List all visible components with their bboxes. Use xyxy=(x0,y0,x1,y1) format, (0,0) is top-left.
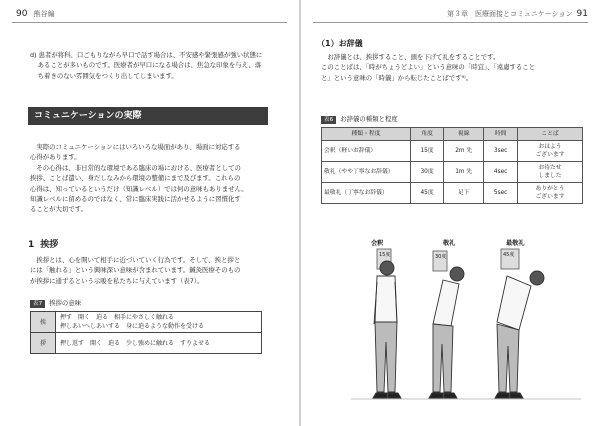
table-cell: 2m 先 xyxy=(444,141,484,162)
heading-text: 挨拶 xyxy=(40,240,59,250)
text-line: と」という意味の「時儀」から転じたことばです⁹⁾。 xyxy=(321,73,473,82)
table-cell xyxy=(518,183,583,204)
text-line: ち着きのない雰囲気をつくり出してしまいます。 xyxy=(37,71,178,80)
cell-line: 押す 開く 迫る 相手にやさしく触れる xyxy=(60,314,175,321)
table-tag: 表6 xyxy=(321,116,336,124)
left-folio xyxy=(12,9,55,19)
degree-label-45: 45度 xyxy=(503,252,515,258)
text-line: 実際のコミュニケーションにはいろいろな場面があり、場面に対応する xyxy=(36,143,241,151)
table-cell: 4sec xyxy=(484,162,518,183)
table7-caption xyxy=(30,298,81,308)
ojigi-body xyxy=(321,52,583,83)
bowing-figure-45 xyxy=(495,249,544,398)
running-head: 第３章 医療面接とコミュニケーション xyxy=(446,10,573,18)
cell-line: お待たせ xyxy=(538,165,562,171)
table-header: 角度 xyxy=(411,128,444,141)
text-line: 挨拶とは、心を開いて相手に近づいていく行為です。そして、挨と拶と xyxy=(36,256,241,264)
table-cell: 敬礼（やや丁寧なお辞儀） xyxy=(322,162,411,183)
header-rule xyxy=(12,22,287,23)
cell-line: 押しあいへしあいする 身に迫るような動作を受ける xyxy=(60,323,205,330)
table6-caption xyxy=(321,114,398,124)
right-folio xyxy=(447,9,592,19)
heading-number: 1 xyxy=(28,240,35,250)
table-row xyxy=(322,162,583,183)
text-line: 心得は、知っているというだけ（知識レベル）では何の意味もありません。 xyxy=(30,184,248,193)
cell-line: しました xyxy=(538,173,562,179)
table-header: ことば xyxy=(518,128,583,141)
table-caption-text: お辞儀の種類と程度 xyxy=(340,115,398,123)
text-line: d) 患者が将科、口ごもりながら早口で話す場合は、不安感や緊張感が強い状態に xyxy=(30,51,263,59)
table-key: 挨 xyxy=(31,312,56,333)
section-title: コミュニケーションの実際 xyxy=(28,107,268,125)
figure-label-keirei: 敬礼 xyxy=(443,240,456,247)
table6 xyxy=(321,127,583,204)
bowing-figure-30 xyxy=(429,251,464,398)
table-cell: 15度 xyxy=(411,141,444,162)
table-cell xyxy=(518,141,583,162)
table-cell xyxy=(518,162,583,183)
list-item-d xyxy=(30,50,275,81)
bowing-figure-15 xyxy=(373,249,401,398)
greeting-body xyxy=(30,255,275,286)
figure-label-saikeirei: 最敬礼 xyxy=(506,240,525,247)
page-number: 90 xyxy=(16,9,28,19)
heading-greeting xyxy=(28,237,58,250)
degree-label-15: 15度 xyxy=(379,252,391,258)
left-page xyxy=(0,0,299,426)
table-cell: 3sec xyxy=(484,141,518,162)
table-key: 拶 xyxy=(31,333,56,354)
table-cell: 会釈（軽いお辞儀） xyxy=(322,141,411,162)
section-body xyxy=(30,142,275,215)
text-line: ることが大切です。 xyxy=(30,205,88,214)
cell-line: ありがとう xyxy=(535,186,565,192)
table-cell: 45度 xyxy=(411,183,444,204)
degree-label-30: 30度 xyxy=(435,254,447,260)
text-line: 知識レベルに留めるのではなく、常に臨床実践に活かせるように習慣化す xyxy=(30,195,241,204)
text-line: あることが多いものです。医療者が早口になる場合は、焦急な印象を与え、落 xyxy=(37,61,262,70)
text-line: その心得は、非日常的な環境である臨床の場における、医療者としての xyxy=(36,163,241,172)
cell-line: ございます xyxy=(535,152,565,158)
table-cell: 30度 xyxy=(411,162,444,183)
text-line: このことばは、「時がちょうどよい」という意味の「時宜」、「遠慮すること xyxy=(321,63,536,72)
table-row xyxy=(322,141,583,162)
figure-label-eshaku: 会釈 xyxy=(371,240,384,247)
text-line: が挨拶に通ずるという示唆を私たちに与えています（表7）。 xyxy=(30,276,204,285)
text-line: 心得があります。 xyxy=(30,153,81,162)
table-header: 視線 xyxy=(444,128,484,141)
table7 xyxy=(30,311,262,354)
cell-line: ございます xyxy=(535,194,565,200)
table-cell: 押し返す 開く 迫る 少し強めに触れる すりよせる xyxy=(56,333,262,354)
table-cell xyxy=(56,312,262,333)
text-line: お辞儀とは、挨拶すること、頭を下げて礼をすることです。 xyxy=(327,53,500,61)
table-row xyxy=(31,333,262,354)
right-page xyxy=(301,0,600,426)
text-line: には「触れる」という興味深い意味が含まれています。鍼灸医療そのもの xyxy=(30,266,241,275)
table-cell: 1m 先 xyxy=(444,162,484,183)
table-cell: 足下 xyxy=(444,183,484,204)
bowing-figures-illustration xyxy=(341,246,591,421)
table-header: 時間 xyxy=(484,128,518,141)
page-number: 91 xyxy=(576,9,588,19)
header-rule xyxy=(313,22,588,23)
table-tag: 表7 xyxy=(30,300,45,308)
table-cell: 最敬礼（丁寧なお辞儀） xyxy=(322,183,411,204)
table-row xyxy=(31,312,262,333)
running-head: 熊谷編 xyxy=(31,10,55,18)
subheading-ojigi: （1）お辞儀 xyxy=(317,39,363,48)
text-line: 挨拶、ことば遣い、身だしなみから環境の整備にまで及びます。これらの xyxy=(30,174,241,183)
table-caption-text: 挨拶の意味 xyxy=(49,299,82,307)
cell-line: おはよう xyxy=(538,144,562,150)
table-row xyxy=(322,183,583,204)
table-cell: 5sec xyxy=(484,183,518,204)
table-header: 種類・程度 xyxy=(322,128,411,141)
table-header-row xyxy=(322,128,583,141)
